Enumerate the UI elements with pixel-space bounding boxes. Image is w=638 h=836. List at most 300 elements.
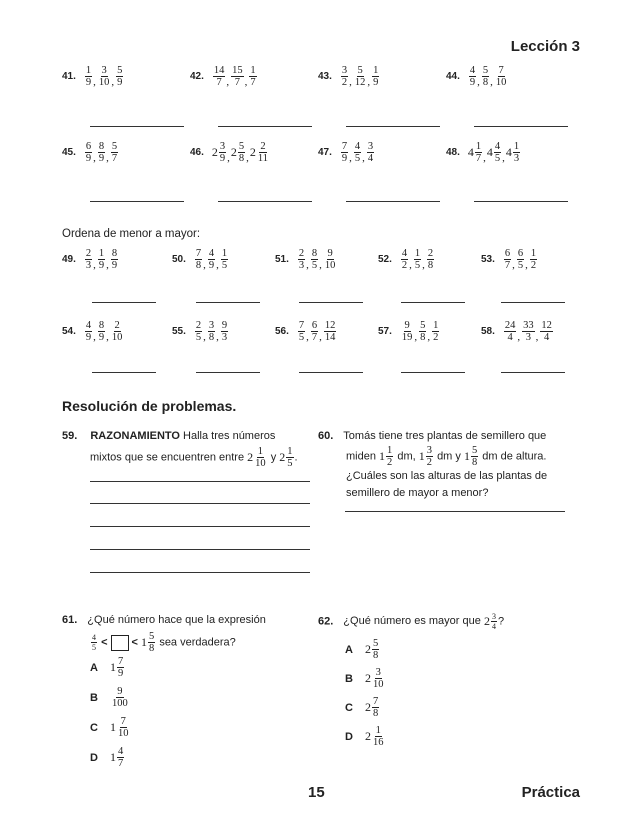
denominator: 8 xyxy=(373,708,379,719)
denominator: 7 xyxy=(475,153,482,164)
denominator: 7 xyxy=(250,77,256,88)
choice-c[interactable] xyxy=(90,716,131,739)
problem-text: Halla tres números xyxy=(180,430,276,442)
comma: , xyxy=(502,151,505,164)
fraction xyxy=(530,248,537,271)
numerator: 8 xyxy=(98,320,105,331)
answer-line[interactable] xyxy=(90,526,310,527)
fraction xyxy=(111,141,118,164)
fraction xyxy=(517,248,524,271)
fraction xyxy=(117,716,130,739)
answer-line[interactable] xyxy=(346,201,440,202)
numerator: 2 xyxy=(114,320,120,331)
choice-a[interactable] xyxy=(90,656,125,679)
order-instruction: Ordena de menor a mayor: xyxy=(62,228,201,240)
comma: , xyxy=(106,258,109,271)
denominator: 8 xyxy=(482,77,489,88)
fraction xyxy=(98,65,111,88)
choice-letter: D xyxy=(345,730,353,743)
fraction xyxy=(111,248,118,271)
answer-line[interactable] xyxy=(401,372,465,373)
fraction xyxy=(341,65,348,88)
choice-d[interactable] xyxy=(90,746,125,769)
problem-text: sea verdadera? xyxy=(159,636,236,649)
numerator: 9 xyxy=(404,320,410,331)
exercise-52 xyxy=(378,248,435,271)
exercise-50 xyxy=(172,248,229,271)
lesson-title: Lección 3 xyxy=(510,38,580,55)
choice-letter: C xyxy=(90,721,98,734)
denominator: 9 xyxy=(208,260,215,271)
problem-59 xyxy=(62,428,322,469)
problem-number: 62. xyxy=(318,615,334,628)
denominator: 16 xyxy=(373,737,384,748)
fraction xyxy=(116,65,123,88)
problems-title: Resolución de problemas. xyxy=(62,398,237,414)
choice-letter: A xyxy=(345,643,353,656)
answer-line[interactable] xyxy=(345,511,565,512)
denominator: 8 xyxy=(471,457,478,468)
comma: , xyxy=(227,151,230,164)
comma: , xyxy=(306,258,309,271)
problem-text: ¿Cuáles son las alturas de las plantas de xyxy=(346,470,548,482)
numerator: 6 xyxy=(85,141,92,152)
comma: , xyxy=(93,151,96,164)
problem-number: 59. xyxy=(62,430,78,442)
denominator: 5 xyxy=(414,260,421,271)
denominator: 10 xyxy=(324,260,336,271)
comma: , xyxy=(246,151,249,164)
numerator: 2 xyxy=(298,248,305,259)
fraction xyxy=(221,320,228,343)
denominator: 4 xyxy=(367,153,374,164)
problem-text: semillero de mayor a menor? xyxy=(346,487,489,499)
answer-line[interactable] xyxy=(474,201,568,202)
numerator: 8 xyxy=(111,248,118,259)
answer-line[interactable] xyxy=(92,372,156,373)
comma: , xyxy=(111,75,115,88)
fraction xyxy=(372,638,379,661)
numerator: 1 xyxy=(250,65,256,76)
fraction xyxy=(401,320,414,343)
answer-line[interactable] xyxy=(90,572,310,573)
denominator: 7 xyxy=(216,77,222,88)
mixed-whole: 2 xyxy=(365,642,371,656)
denominator: 7 xyxy=(311,332,318,343)
choice-letter: C xyxy=(345,701,353,714)
fraction xyxy=(482,65,489,88)
fraction xyxy=(98,320,105,343)
fraction xyxy=(85,248,92,271)
denominator: 5 xyxy=(221,260,228,271)
choice-a[interactable] xyxy=(345,638,380,661)
exercise-number: 50. xyxy=(172,254,186,265)
fraction xyxy=(372,696,379,719)
numerator: 2 xyxy=(260,141,266,152)
comma: , xyxy=(535,330,539,343)
mixed-whole: 1 xyxy=(418,449,425,463)
denominator: 8 xyxy=(149,643,155,654)
numerator: 4 xyxy=(469,65,476,76)
numerator: 5 xyxy=(482,65,489,76)
exercise-number: 58. xyxy=(481,326,495,337)
comma: , xyxy=(490,75,493,88)
unit-text: dm de altura. xyxy=(482,450,547,463)
problem-61 xyxy=(62,612,322,654)
numerator: 1 xyxy=(387,445,393,456)
fraction xyxy=(401,248,408,271)
exercise-48 xyxy=(446,141,521,164)
choice-letter: B xyxy=(90,691,98,704)
denominator: 5 xyxy=(494,153,501,164)
fraction xyxy=(98,141,105,164)
denominator: 100 xyxy=(112,698,128,709)
numerator: 2 xyxy=(427,248,434,259)
fraction xyxy=(372,667,385,690)
numerator: 4 xyxy=(354,141,361,152)
fraction xyxy=(111,320,124,343)
fraction xyxy=(254,446,267,469)
problem-text: mixtos que se encuentren entre xyxy=(90,451,245,464)
unit-text: dm y xyxy=(437,450,461,463)
denominator: 5 xyxy=(287,458,293,469)
numerator: 5 xyxy=(357,65,363,76)
denominator: 5 xyxy=(92,643,96,652)
fraction xyxy=(208,320,215,343)
answer-line[interactable] xyxy=(218,201,312,202)
fraction xyxy=(98,248,105,271)
mixed-whole: 2 xyxy=(211,145,218,159)
choice-b[interactable] xyxy=(90,686,130,709)
exercise-54 xyxy=(62,320,124,343)
denominator: 8 xyxy=(195,260,202,271)
denominator: 9 xyxy=(85,153,92,164)
exercise-number: 55. xyxy=(172,326,186,337)
comma: , xyxy=(517,330,521,343)
period: . xyxy=(294,451,298,464)
exercise-number: 49. xyxy=(62,254,76,265)
numerator: 6 xyxy=(311,320,318,331)
numerator: 9 xyxy=(327,248,333,259)
numerator: 1 xyxy=(414,248,421,259)
fraction xyxy=(231,65,244,88)
fraction xyxy=(148,631,155,654)
denominator: 5 xyxy=(517,260,524,271)
unit-text: dm, xyxy=(397,450,416,463)
denominator: 7 xyxy=(234,77,241,88)
comma: , xyxy=(427,330,431,343)
exercise-58 xyxy=(481,320,554,343)
answer-line[interactable] xyxy=(92,302,156,303)
numerator: 5 xyxy=(111,141,118,152)
denominator: 19 xyxy=(401,332,413,343)
fraction xyxy=(522,320,535,343)
fraction xyxy=(249,65,256,88)
choice-b[interactable] xyxy=(345,667,386,690)
exercise-43 xyxy=(318,65,380,88)
numerator: 7 xyxy=(498,65,504,76)
fraction xyxy=(195,248,202,271)
denominator: 2 xyxy=(341,77,348,88)
exercise-number: 56. xyxy=(275,326,289,337)
denominator: 9 xyxy=(219,153,226,164)
fraction xyxy=(367,141,374,164)
numerator: 6 xyxy=(504,248,511,259)
numerator: 1 xyxy=(475,141,482,152)
answer-line[interactable] xyxy=(90,126,184,127)
fraction xyxy=(341,141,348,164)
exercise-number: 45. xyxy=(62,147,76,158)
denominator: 9 xyxy=(98,332,105,343)
numerator: 7 xyxy=(120,716,126,727)
denominator: 11 xyxy=(257,153,269,164)
answer-line[interactable] xyxy=(90,503,310,504)
comma: , xyxy=(244,75,248,88)
choice-d[interactable] xyxy=(345,725,386,748)
fraction xyxy=(85,65,92,88)
fraction xyxy=(426,445,433,468)
denominator: 5 xyxy=(354,153,361,164)
mixed-whole: 1 xyxy=(110,720,116,734)
comma: , xyxy=(93,330,96,343)
choice-letter: B xyxy=(345,672,353,685)
problem-number: 60. xyxy=(318,430,334,442)
exercise-42 xyxy=(190,65,258,88)
fraction xyxy=(471,445,478,468)
numerator: 9 xyxy=(117,686,123,697)
page-number: 15 xyxy=(308,784,325,801)
exercise-number: 42. xyxy=(190,71,204,82)
denominator: 9 xyxy=(373,77,379,88)
fraction xyxy=(311,320,318,343)
question-mark: ? xyxy=(497,615,505,628)
denominator: 8 xyxy=(208,332,215,343)
fraction xyxy=(414,248,421,271)
comma: , xyxy=(477,75,480,88)
fraction xyxy=(117,746,124,769)
answer-line[interactable] xyxy=(218,126,312,127)
choice-letter: A xyxy=(90,661,98,674)
denominator: 7 xyxy=(111,153,118,164)
comma: , xyxy=(93,258,96,271)
exercise-number: 53. xyxy=(481,254,495,265)
fraction xyxy=(117,656,124,679)
exercise-57 xyxy=(378,320,440,343)
denominator: 2 xyxy=(387,457,393,468)
fraction xyxy=(85,320,92,343)
numerator: 1 xyxy=(221,248,228,259)
comma: , xyxy=(512,258,515,271)
numerator: 12 xyxy=(541,320,552,331)
denominator: 10 xyxy=(111,332,123,343)
exercise-number: 47. xyxy=(318,147,332,158)
denominator: 8 xyxy=(373,650,379,661)
mixed-whole: 2 xyxy=(365,729,371,743)
numerator: 5 xyxy=(117,65,123,76)
exercise-number: 51. xyxy=(275,254,289,265)
mixed-whole: 4 xyxy=(486,145,493,159)
numerator: 7 xyxy=(341,141,348,152)
fraction xyxy=(257,141,269,164)
numerator: 5 xyxy=(373,638,379,649)
mixed-whole: 1 xyxy=(141,635,147,649)
mixed-whole: 2 xyxy=(365,700,371,714)
mixed-whole: 4 xyxy=(467,145,474,159)
denominator: 4 xyxy=(491,622,496,631)
fraction xyxy=(504,248,511,271)
mixed-whole: 1 xyxy=(110,750,116,764)
fraction xyxy=(213,65,226,88)
footer-label: Práctica xyxy=(521,784,580,801)
mixed-whole: 2 xyxy=(279,450,286,464)
exercise-number: 46. xyxy=(190,147,204,158)
answer-line[interactable] xyxy=(346,126,440,127)
fraction xyxy=(221,248,228,271)
numerator: 7 xyxy=(118,656,124,667)
numerator: 15 xyxy=(232,65,243,76)
answer-line[interactable] xyxy=(474,126,568,127)
problem-text: ¿Qué número hace que la expresión xyxy=(87,614,266,626)
comma: , xyxy=(409,258,412,271)
numerator: 1 xyxy=(513,141,520,152)
numerator: 1 xyxy=(85,65,92,76)
comma: , xyxy=(203,258,206,271)
problem-60 xyxy=(318,428,578,502)
exercise-55 xyxy=(172,320,229,343)
numerator: 3 xyxy=(101,65,107,76)
answer-line[interactable] xyxy=(299,302,363,303)
fraction xyxy=(238,141,245,164)
numerator: 2 xyxy=(85,248,92,259)
numerator: 3 xyxy=(491,612,496,621)
answer-line[interactable] xyxy=(90,549,310,550)
answer-line[interactable] xyxy=(90,481,310,482)
denominator: 3 xyxy=(525,332,532,343)
exercise-41 xyxy=(62,65,124,88)
numerator: 7 xyxy=(373,696,379,707)
mixed-whole: 2 xyxy=(365,671,371,685)
problem-number: 61. xyxy=(62,614,78,626)
denominator: 10 xyxy=(495,77,507,88)
denominator: 8 xyxy=(238,153,245,164)
answer-box[interactable] xyxy=(111,635,129,651)
denominator: 7 xyxy=(504,260,511,271)
numerator: 1 xyxy=(375,725,381,736)
numerator: 12 xyxy=(324,320,336,331)
fraction xyxy=(427,248,434,271)
comma: , xyxy=(203,330,206,343)
numerator: 7 xyxy=(298,320,305,331)
numerator: 4 xyxy=(85,320,92,331)
comma: , xyxy=(349,151,352,164)
numerator: 3 xyxy=(341,65,348,76)
answer-line[interactable] xyxy=(196,302,260,303)
denominator: 9 xyxy=(111,260,118,271)
denominator: 8 xyxy=(427,260,434,271)
comma: , xyxy=(319,330,322,343)
fraction xyxy=(311,248,318,271)
numerator: 3 xyxy=(426,445,432,456)
denominator: 12 xyxy=(354,77,366,88)
exercise-51 xyxy=(275,248,337,271)
exercise-number: 41. xyxy=(62,71,76,82)
mixed-whole: 4 xyxy=(505,145,512,159)
fraction xyxy=(195,320,202,343)
denominator: 9 xyxy=(469,77,476,88)
fraction xyxy=(91,633,97,652)
fraction xyxy=(540,320,553,343)
fraction xyxy=(491,612,497,631)
numerator: 4 xyxy=(401,248,408,259)
numerator: 14 xyxy=(213,65,225,76)
answer-line[interactable] xyxy=(90,201,184,202)
denominator: 3 xyxy=(298,260,305,271)
denominator: 10 xyxy=(98,77,110,88)
denominator: 10 xyxy=(255,458,266,469)
answer-line[interactable] xyxy=(501,372,565,373)
exercise-49 xyxy=(62,248,119,271)
exercise-56 xyxy=(275,320,337,343)
answer-line[interactable] xyxy=(196,372,260,373)
denominator: 4 xyxy=(507,332,513,343)
numerator: 3 xyxy=(367,141,374,152)
comma: , xyxy=(483,151,486,164)
denominator: 9 xyxy=(85,77,92,88)
problem-text: miden xyxy=(346,450,376,463)
problem-text: Tomás tiene tres plantas de semillero que xyxy=(343,430,547,442)
exercise-number: 43. xyxy=(318,71,332,82)
choice-c[interactable] xyxy=(345,696,380,719)
mixed-whole: 2 xyxy=(247,450,254,464)
numerator: 5 xyxy=(238,141,245,152)
fraction xyxy=(504,320,517,343)
reasoning-label: RAZONAMIENTO xyxy=(90,430,180,442)
mixed-whole: 2 xyxy=(249,145,256,159)
numerator: 3 xyxy=(208,320,215,331)
numerator: 7 xyxy=(195,248,202,259)
exercise-number: 48. xyxy=(446,147,460,158)
exercise-46 xyxy=(190,141,270,164)
denominator: 2 xyxy=(401,260,408,271)
answer-line[interactable] xyxy=(401,302,465,303)
denominator: 9 xyxy=(98,153,105,164)
fraction xyxy=(219,141,226,164)
comma: , xyxy=(93,75,96,88)
exercise-53 xyxy=(481,248,538,271)
denominator: 8 xyxy=(420,332,426,343)
exercise-47 xyxy=(318,141,375,164)
mixed-whole: 1 xyxy=(379,449,386,463)
comma: , xyxy=(525,258,528,271)
comma: , xyxy=(362,151,365,164)
numerator: 1 xyxy=(433,320,439,331)
numerator: 8 xyxy=(98,141,105,152)
comma: , xyxy=(367,75,371,88)
answer-line[interactable] xyxy=(501,302,565,303)
fraction xyxy=(208,248,215,271)
denominator: 2 xyxy=(426,457,432,468)
comma: , xyxy=(106,330,109,343)
comma: , xyxy=(349,75,352,88)
denominator: 5 xyxy=(298,332,305,343)
denominator: 5 xyxy=(311,260,318,271)
answer-line[interactable] xyxy=(299,372,363,373)
numerator: 1 xyxy=(373,65,379,76)
problem-text: ¿Qué número es mayor que xyxy=(343,615,481,628)
denominator: 9 xyxy=(98,260,105,271)
comma: , xyxy=(216,330,219,343)
fraction xyxy=(494,141,501,164)
